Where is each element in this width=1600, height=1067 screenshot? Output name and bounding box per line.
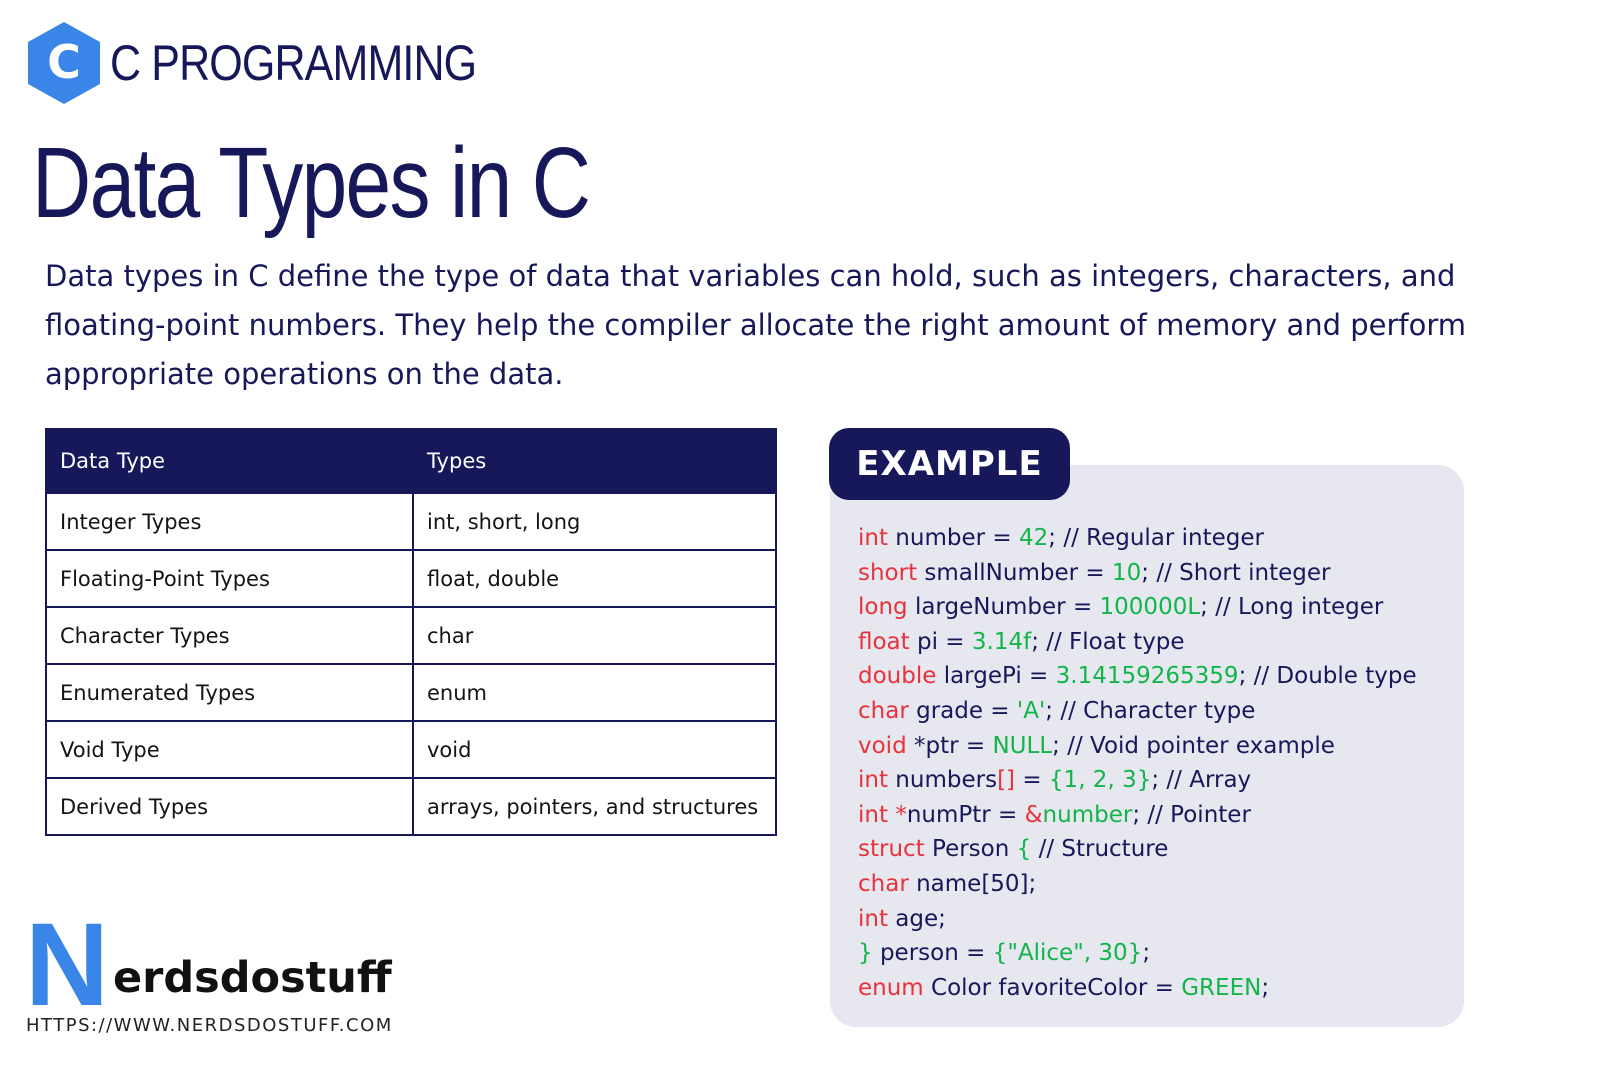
code-text: *ptr = bbox=[906, 732, 993, 759]
code-keyword: float bbox=[858, 628, 910, 655]
header bbox=[26, 20, 536, 106]
table-row bbox=[46, 721, 776, 778]
code-literal: 'A' bbox=[1016, 697, 1046, 724]
code-line bbox=[858, 902, 1458, 937]
code-text: Color favoriteColor = bbox=[923, 974, 1182, 1001]
code-keyword: short bbox=[858, 559, 918, 586]
code-line bbox=[858, 729, 1458, 764]
code-line bbox=[858, 659, 1458, 694]
code-keyword: double bbox=[858, 663, 937, 690]
column-header-data-type: Data Type bbox=[46, 429, 413, 493]
code-keyword: char bbox=[858, 870, 909, 897]
table-header-row bbox=[46, 429, 776, 493]
code-text: ; // Array bbox=[1151, 767, 1252, 794]
code-keyword: long bbox=[858, 594, 908, 621]
code-line bbox=[858, 590, 1458, 625]
types-cell: enum bbox=[413, 664, 776, 721]
code-line bbox=[858, 521, 1458, 556]
code-line bbox=[858, 832, 1458, 867]
n-logo-icon bbox=[25, 921, 109, 1005]
code-text: ; // Float type bbox=[1031, 628, 1185, 655]
code-text: number = bbox=[888, 525, 1019, 551]
code-keyword: enum bbox=[858, 974, 924, 1001]
types-cell: void bbox=[413, 721, 776, 778]
code-literal: GREEN bbox=[1181, 974, 1262, 1001]
table-row bbox=[46, 607, 776, 664]
svg-text:N: N bbox=[25, 921, 109, 1005]
code-literal: {1, 2, 3} bbox=[1048, 767, 1152, 794]
code-line bbox=[858, 971, 1458, 1006]
code-keyword: int bbox=[858, 905, 888, 932]
code-text: ; // Void pointer example bbox=[1052, 732, 1335, 759]
code-literal: 42 bbox=[1018, 525, 1049, 551]
code-keyword: [] bbox=[997, 767, 1016, 794]
types-cell: float, double bbox=[413, 550, 776, 607]
code-keyword: void bbox=[858, 732, 907, 759]
code-line bbox=[858, 936, 1458, 971]
code-text: ; // Pointer bbox=[1132, 801, 1251, 828]
data-types-table bbox=[45, 428, 777, 836]
code-text: largeNumber = bbox=[907, 594, 1100, 621]
code-literal: } bbox=[858, 940, 873, 967]
code-text: age; bbox=[888, 905, 946, 932]
code-keyword: int bbox=[858, 767, 888, 794]
code-text: ; // Regular integer bbox=[1048, 525, 1265, 551]
code-text: name[50]; bbox=[908, 870, 1037, 897]
code-text: ; // Long integer bbox=[1200, 594, 1384, 621]
code-text: // Structure bbox=[1031, 836, 1169, 863]
data-type-cell: Enumerated Types bbox=[46, 664, 413, 721]
code-line bbox=[858, 798, 1458, 833]
nerdsdostuff-logo bbox=[25, 921, 392, 1005]
data-type-cell: Integer Types bbox=[46, 493, 413, 550]
code-keyword: int bbox=[858, 801, 888, 828]
code-literal: 3.14159265359 bbox=[1055, 663, 1239, 690]
types-cell: char bbox=[413, 607, 776, 664]
types-cell: arrays, pointers, and structures bbox=[413, 778, 776, 835]
page-title: Data Types in C bbox=[32, 127, 590, 239]
code-literal: number bbox=[1042, 801, 1133, 828]
column-header-types: Types bbox=[413, 429, 776, 493]
code-text: grade = bbox=[908, 697, 1017, 724]
data-type-cell: Floating-Point Types bbox=[46, 550, 413, 607]
code-line bbox=[858, 867, 1458, 902]
code-block bbox=[858, 521, 1458, 1005]
code-text: ; bbox=[1261, 974, 1270, 1001]
data-type-cell: Void Type bbox=[46, 721, 413, 778]
code-text: ; // Double type bbox=[1238, 663, 1417, 690]
table-row bbox=[46, 493, 776, 550]
code-text: = bbox=[1015, 767, 1049, 794]
code-text: ; // Short integer bbox=[1141, 559, 1331, 586]
code-text: numbers bbox=[888, 767, 998, 794]
svg-text:C: C bbox=[47, 35, 81, 89]
brand-title: C PROGRAMMING bbox=[110, 35, 477, 91]
code-text: Person bbox=[924, 836, 1017, 863]
data-type-cell: Character Types bbox=[46, 607, 413, 664]
code-keyword: char bbox=[858, 697, 909, 724]
code-line bbox=[858, 694, 1458, 729]
code-text: numPtr = bbox=[906, 801, 1025, 828]
website-url: HTTPS://WWW.NERDSDOSTUFF.COM bbox=[26, 1015, 393, 1036]
code-line bbox=[858, 556, 1458, 591]
table-row bbox=[46, 778, 776, 835]
c-language-logo-icon bbox=[26, 20, 102, 106]
code-text: pi = bbox=[909, 628, 972, 655]
types-cell: int, short, long bbox=[413, 493, 776, 550]
code-keyword: & bbox=[1024, 801, 1043, 828]
logo-wordmark: erdsdostuff bbox=[113, 953, 392, 1003]
example-label: EXAMPLE bbox=[829, 428, 1070, 500]
code-keyword: struct bbox=[858, 836, 925, 863]
code-text: person = bbox=[872, 940, 993, 967]
code-line bbox=[858, 625, 1458, 660]
code-text: smallNumber = bbox=[917, 559, 1112, 586]
code-literal: 10 bbox=[1111, 559, 1142, 586]
table-row bbox=[46, 664, 776, 721]
code-line bbox=[858, 763, 1458, 798]
code-literal: 3.14f bbox=[971, 628, 1032, 655]
intro-paragraph: Data types in C define the type of data that variables can hold, such as integers, characters, and floating-point numbers. They help the compiler allocate the right amount of memory and perform appropriate operations on the data. bbox=[45, 259, 1467, 391]
code-keyword: int bbox=[858, 525, 888, 551]
code-literal: { bbox=[1016, 836, 1032, 863]
code-literal: 100000L bbox=[1099, 594, 1201, 621]
data-type-cell: Derived Types bbox=[46, 778, 413, 835]
code-text: largePi = bbox=[936, 663, 1056, 690]
code-text: ; // Character type bbox=[1045, 697, 1256, 724]
code-literal: NULL bbox=[992, 732, 1053, 759]
table-row bbox=[46, 550, 776, 607]
code-literal: {"Alice", 30} bbox=[992, 940, 1143, 967]
code-text: ; bbox=[1142, 940, 1151, 967]
code-keyword: * bbox=[895, 801, 907, 828]
